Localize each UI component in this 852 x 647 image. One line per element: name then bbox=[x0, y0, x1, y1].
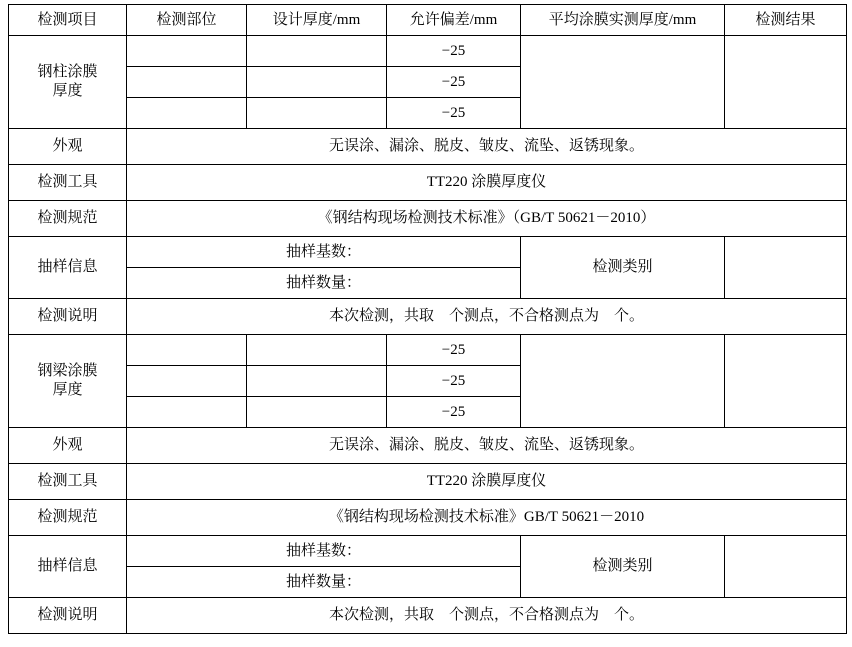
cell-deviation: −25 bbox=[387, 366, 521, 397]
sampling-base-line[interactable]: 抽样基数： bbox=[127, 536, 521, 567]
sampling-category-value[interactable] bbox=[725, 237, 847, 299]
standard-value: 《钢结构现场检测技术标准》（GB/T 50621－2010） bbox=[127, 201, 847, 237]
inspection-table bbox=[8, 4, 847, 634]
standard-label: 检测规范 bbox=[9, 500, 127, 536]
sampling-category-value[interactable] bbox=[725, 536, 847, 598]
cell-deviation: −25 bbox=[387, 397, 521, 428]
sampling-category-label: 检测类别 bbox=[521, 237, 725, 299]
tool-value: TT220 涂膜厚度仪 bbox=[127, 464, 847, 500]
sampling-category-label: 检测类别 bbox=[521, 536, 725, 598]
cell-mean-thickness[interactable] bbox=[521, 36, 725, 129]
item-label-steel-column bbox=[9, 36, 127, 129]
cell-deviation: −25 bbox=[387, 335, 521, 366]
sampling-qty-line[interactable]: 抽样数量： bbox=[127, 567, 521, 598]
table-row-tool bbox=[9, 165, 847, 201]
header-cell-location: 检测部位 bbox=[127, 5, 247, 36]
table-row-standard bbox=[9, 500, 847, 536]
standard-value: 《钢结构现场检测技术标准》GB/T 50621－2010 bbox=[127, 500, 847, 536]
cell-location[interactable] bbox=[127, 335, 247, 366]
tool-label: 检测工具 bbox=[9, 464, 127, 500]
header-cell-result: 检测结果 bbox=[725, 5, 847, 36]
table-row-appearance bbox=[9, 428, 847, 464]
header-cell-mean-thickness: 平均涂膜实测厚度/mm bbox=[521, 5, 725, 36]
cell-design-thickness[interactable] bbox=[247, 67, 387, 98]
header-cell-deviation: 允许偏差/mm bbox=[387, 5, 521, 36]
sampling-qty-line[interactable]: 抽样数量： bbox=[127, 268, 521, 299]
cell-design-thickness[interactable] bbox=[247, 366, 387, 397]
cell-location[interactable] bbox=[127, 67, 247, 98]
appearance-label: 外观 bbox=[9, 428, 127, 464]
table-row bbox=[9, 335, 847, 366]
table-row-sampling bbox=[9, 536, 847, 567]
appearance-value: 无误涂、漏涂、脱皮、皱皮、流坠、返锈现象。 bbox=[127, 428, 847, 464]
cell-deviation: −25 bbox=[387, 98, 521, 129]
cell-design-thickness[interactable] bbox=[247, 397, 387, 428]
cell-deviation: −25 bbox=[387, 36, 521, 67]
table-row bbox=[9, 36, 847, 67]
cell-mean-thickness[interactable] bbox=[521, 335, 725, 428]
sampling-base-line[interactable]: 抽样基数： bbox=[127, 237, 521, 268]
table-row-standard bbox=[9, 201, 847, 237]
table-row-sampling bbox=[9, 237, 847, 268]
cell-deviation: −25 bbox=[387, 67, 521, 98]
sampling-label: 抽样信息 bbox=[9, 536, 127, 598]
appearance-value: 无误涂、漏涂、脱皮、皱皮、流坠、返锈现象。 bbox=[127, 129, 847, 165]
sampling-label: 抽样信息 bbox=[9, 237, 127, 299]
appearance-label: 外观 bbox=[9, 129, 127, 165]
description-label: 检测说明 bbox=[9, 299, 127, 335]
item-label-line2: 厚度 bbox=[52, 83, 83, 99]
table-header-row bbox=[9, 5, 847, 36]
cell-location[interactable] bbox=[127, 98, 247, 129]
cell-result[interactable] bbox=[725, 36, 847, 129]
cell-location[interactable] bbox=[127, 397, 247, 428]
cell-design-thickness[interactable] bbox=[247, 98, 387, 129]
standard-label: 检测规范 bbox=[9, 201, 127, 237]
cell-location[interactable] bbox=[127, 36, 247, 67]
item-label-line1: 钢梁涂膜 bbox=[37, 363, 98, 380]
description-label: 检测说明 bbox=[9, 598, 127, 634]
cell-design-thickness[interactable] bbox=[247, 36, 387, 67]
item-label-steel-beam bbox=[9, 335, 127, 428]
cell-result[interactable] bbox=[725, 335, 847, 428]
table-row-description bbox=[9, 299, 847, 335]
item-label-line2: 厚度 bbox=[52, 382, 83, 398]
table-row-description bbox=[9, 598, 847, 634]
table-row-tool bbox=[9, 464, 847, 500]
header-cell-design-thickness: 设计厚度/mm bbox=[247, 5, 387, 36]
description-value[interactable]: 本次检测，共取 个测点，不合格测点为 个。 bbox=[127, 598, 847, 634]
description-value[interactable]: 本次检测，共取 个测点，不合格测点为 个。 bbox=[127, 299, 847, 335]
tool-label: 检测工具 bbox=[9, 165, 127, 201]
item-label-line1: 钢柱涂膜 bbox=[37, 64, 98, 81]
header-cell-item: 检测项目 bbox=[9, 5, 127, 36]
tool-value: TT220 涂膜厚度仪 bbox=[127, 165, 847, 201]
cell-design-thickness[interactable] bbox=[247, 335, 387, 366]
table-row-appearance bbox=[9, 129, 847, 165]
cell-location[interactable] bbox=[127, 366, 247, 397]
